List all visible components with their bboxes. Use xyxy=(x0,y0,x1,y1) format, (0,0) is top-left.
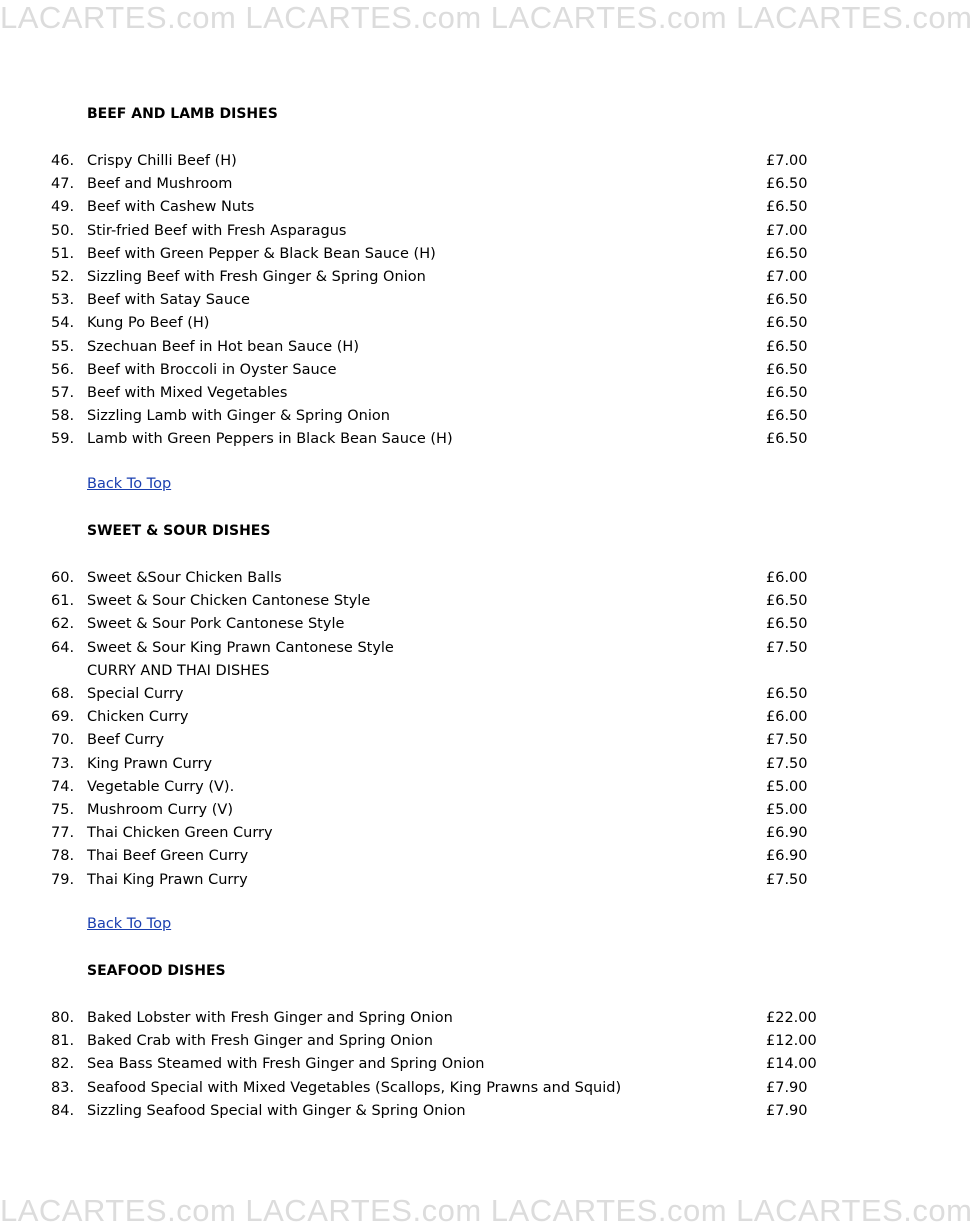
item-number: 80. xyxy=(51,1010,75,1026)
item-name: Sea Bass Steamed with Fresh Ginger and Spring Onion xyxy=(87,1056,485,1073)
item-number: 47. xyxy=(51,176,75,193)
item-number: 55. xyxy=(51,338,75,355)
menu-item xyxy=(0,312,870,335)
menu-item xyxy=(0,1077,870,1100)
item-number: 61. xyxy=(51,593,75,610)
item-name: Sweet &Sour Chicken Balls xyxy=(87,570,282,586)
item-name: Beef with Green Pepper & Black Bean Sauce (H) xyxy=(87,245,436,262)
item-price: £6.50 xyxy=(766,431,808,448)
menu-item xyxy=(0,683,870,706)
item-name: Stir-fried Beef with Fresh Asparagus xyxy=(87,222,347,239)
item-number: 59. xyxy=(51,431,75,448)
item-price: £7.00 xyxy=(766,269,808,285)
item-name: Thai Chicken Green Curry xyxy=(87,825,273,842)
item-name: Beef with Mixed Vegetables xyxy=(87,385,288,401)
item-name: Sweet & Sour King Prawn Cantonese Style xyxy=(87,639,394,656)
item-number: 69. xyxy=(51,709,75,726)
item-number: 84. xyxy=(51,1102,75,1119)
menu-item xyxy=(0,776,870,799)
item-price: £6.50 xyxy=(766,176,808,193)
menu-item xyxy=(0,799,870,822)
item-number: 77. xyxy=(51,825,75,842)
menu-item xyxy=(0,845,870,868)
item-number: 50. xyxy=(51,222,75,239)
item-name: Beef with Cashew Nuts xyxy=(87,199,255,216)
item-number: 58. xyxy=(51,408,75,425)
item-number: 52. xyxy=(51,269,75,285)
menu-item xyxy=(0,590,870,613)
back-to-top-link[interactable]: Back To Top xyxy=(87,476,172,492)
item-name: Beef Curry xyxy=(87,732,165,749)
item-name: Szechuan Beef in Hot bean Sauce (H) xyxy=(87,338,359,355)
menu-item xyxy=(0,729,870,752)
item-price: £7.90 xyxy=(766,1079,808,1096)
item-name: Baked Crab with Fresh Ginger and Spring Onion xyxy=(87,1033,433,1050)
item-price: £6.50 xyxy=(766,245,808,262)
menu-item xyxy=(0,1053,870,1076)
menu-item xyxy=(0,637,870,660)
item-number: 78. xyxy=(51,848,75,865)
menu-item xyxy=(0,382,870,405)
item-name: Beef and Mushroom xyxy=(87,176,233,193)
menu-item xyxy=(0,706,870,729)
menu-item xyxy=(0,243,870,266)
watermark-top: LACARTES.com LACARTES.com LACARTES.com LACARTES.com xyxy=(0,0,972,35)
item-number: 62. xyxy=(51,616,75,633)
menu-item xyxy=(0,753,870,776)
item-number: 46. xyxy=(51,153,75,169)
item-price: £7.50 xyxy=(766,871,808,888)
item-price: £7.50 xyxy=(766,755,808,772)
item-number: 60. xyxy=(51,570,75,586)
item-number: 64. xyxy=(51,639,75,656)
item-price: £6.50 xyxy=(766,593,808,610)
item-price: £6.90 xyxy=(766,848,808,865)
subsection-heading xyxy=(0,660,870,683)
item-number: 70. xyxy=(51,732,75,749)
item-name: Baked Lobster with Fresh Ginger and Spring Onion xyxy=(87,1010,453,1026)
item-price: £6.00 xyxy=(766,570,808,586)
item-name: Thai King Prawn Curry xyxy=(87,871,248,888)
item-name: Sweet & Sour Chicken Cantonese Style xyxy=(87,593,371,610)
item-price: £7.50 xyxy=(766,732,808,749)
item-number: 75. xyxy=(51,802,75,818)
menu-item xyxy=(0,359,870,382)
menu-item xyxy=(0,173,870,196)
item-price: £6.50 xyxy=(766,408,808,425)
item-price: £5.00 xyxy=(766,802,808,818)
menu-item xyxy=(0,405,870,428)
item-name: Mushroom Curry (V) xyxy=(87,802,233,818)
menu-item xyxy=(0,1100,870,1123)
item-name: Beef with Broccoli in Oyster Sauce xyxy=(87,361,337,378)
item-price: £7.50 xyxy=(766,639,808,656)
section-heading-beef-lamb: BEEF AND LAMB DISHES xyxy=(87,106,278,122)
item-name: Sweet & Sour Pork Cantonese Style xyxy=(87,616,345,633)
item-price: £5.00 xyxy=(766,778,808,795)
item-price: £6.50 xyxy=(766,292,808,309)
menu-item xyxy=(0,869,870,892)
item-price: £6.50 xyxy=(766,616,808,633)
item-number: 81. xyxy=(51,1033,75,1050)
item-price: £6.00 xyxy=(766,709,808,726)
item-number: 74. xyxy=(51,778,75,795)
item-price: £7.90 xyxy=(766,1102,808,1119)
item-price: £6.50 xyxy=(766,361,808,378)
menu-item xyxy=(0,822,870,845)
menu-item xyxy=(0,150,870,173)
item-price: £22.00 xyxy=(766,1010,817,1026)
item-name: Sizzling Beef with Fresh Ginger & Spring Onion xyxy=(87,269,426,285)
item-name: Vegetable Curry (V). xyxy=(87,778,235,795)
item-name: Sizzling Seafood Special with Ginger & Spring Onion xyxy=(87,1102,466,1119)
section-heading-seafood: SEAFOOD DISHES xyxy=(87,963,226,979)
menu-item xyxy=(0,1007,870,1030)
item-number: 79. xyxy=(51,871,75,888)
item-number: 73. xyxy=(51,755,75,772)
item-price: £6.50 xyxy=(766,338,808,355)
menu-item xyxy=(0,336,870,359)
back-to-top-link[interactable]: Back To Top xyxy=(87,916,172,932)
menu-item xyxy=(0,266,870,289)
item-number: 57. xyxy=(51,385,75,401)
item-price: £6.50 xyxy=(766,385,808,401)
item-name: CURRY AND THAI DISHES xyxy=(87,662,270,679)
item-name: Special Curry xyxy=(87,686,184,702)
item-price: £7.00 xyxy=(766,222,808,239)
item-name: Beef with Satay Sauce xyxy=(87,292,250,309)
menu-item xyxy=(0,196,870,219)
item-name: Sizzling Lamb with Ginger & Spring Onion xyxy=(87,408,390,425)
item-name: Thai Beef Green Curry xyxy=(87,848,249,865)
menu-item xyxy=(0,428,870,451)
menu-item xyxy=(0,289,870,312)
item-price: £14.00 xyxy=(766,1056,817,1073)
item-name: King Prawn Curry xyxy=(87,755,213,772)
item-name: Kung Po Beef (H) xyxy=(87,315,210,332)
item-price: £7.00 xyxy=(766,153,808,169)
item-number: 54. xyxy=(51,315,75,332)
item-number: 68. xyxy=(51,686,75,702)
item-number: 53. xyxy=(51,292,75,309)
item-name: Seafood Special with Mixed Vegetables (Scallops, King Prawns and Squid) xyxy=(87,1079,622,1096)
watermark-bottom: LACARTES.com LACARTES.com LACARTES.com LACARTES.com xyxy=(0,1193,972,1228)
item-number: 56. xyxy=(51,361,75,378)
menu-item xyxy=(0,567,870,590)
menu-item xyxy=(0,1030,870,1053)
menu-item xyxy=(0,220,870,243)
section-heading-sweet-sour: SWEET & SOUR DISHES xyxy=(87,523,271,539)
item-number: 82. xyxy=(51,1056,75,1073)
item-price: £6.50 xyxy=(766,686,808,702)
item-number: 51. xyxy=(51,245,75,262)
item-name: Crispy Chilli Beef (H) xyxy=(87,153,237,169)
menu-item xyxy=(0,613,870,636)
item-number: 49. xyxy=(51,199,75,216)
item-name: Chicken Curry xyxy=(87,709,189,726)
item-price: £6.90 xyxy=(766,825,808,842)
item-price: £6.50 xyxy=(766,199,808,216)
item-price: £12.00 xyxy=(766,1033,817,1050)
item-number: 83. xyxy=(51,1079,75,1096)
item-name: Lamb with Green Peppers in Black Bean Sauce (H) xyxy=(87,431,453,448)
item-price: £6.50 xyxy=(766,315,808,332)
